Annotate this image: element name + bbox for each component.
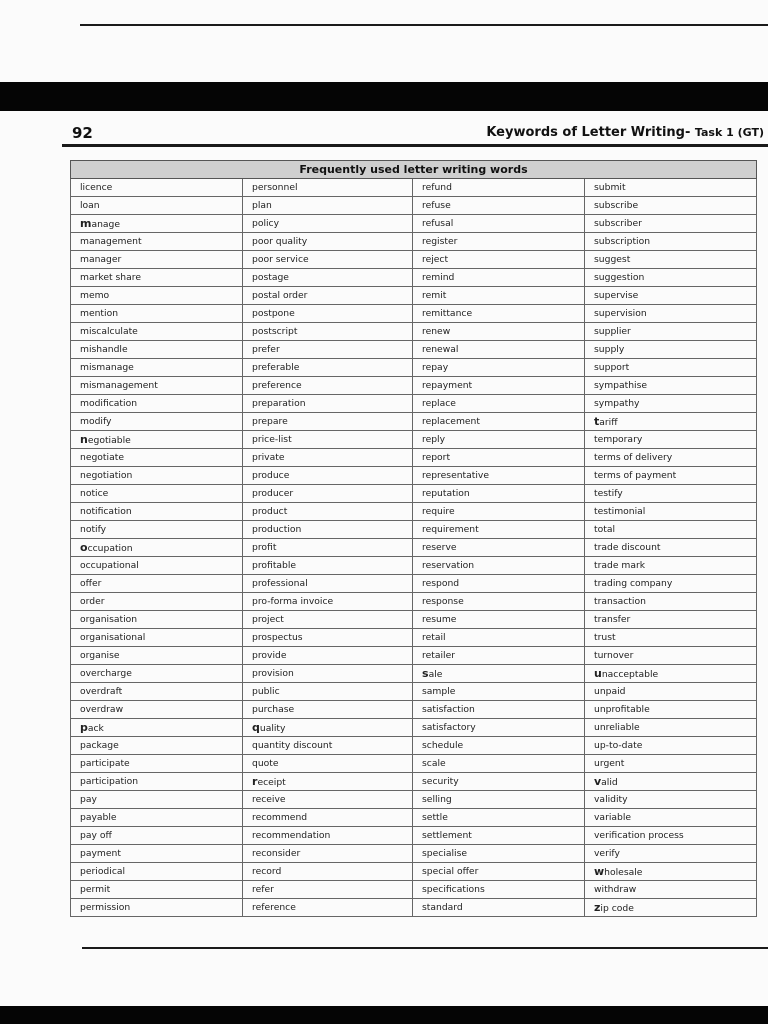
table-row [71, 791, 757, 809]
word-cell: specifications [413, 881, 585, 899]
word-cell: selling [413, 791, 585, 809]
word-cell: poor service [243, 251, 413, 269]
table-row [71, 359, 757, 377]
word-cell: quantity discount [243, 737, 413, 755]
table-row [71, 269, 757, 287]
table-row [71, 305, 757, 323]
word-cell: refusal [413, 215, 585, 233]
word-cell: resume [413, 611, 585, 629]
table-row [71, 341, 757, 359]
top-rule [80, 24, 768, 26]
word-cell: repayment [413, 377, 585, 395]
word-cell: standard [413, 899, 585, 917]
word-cell: periodical [71, 863, 243, 881]
word-cell: receipt [243, 773, 413, 791]
word-cell: renew [413, 323, 585, 341]
word-cell: provide [243, 647, 413, 665]
table-row [71, 431, 757, 449]
word-cell: negotiable [71, 431, 243, 449]
table-row [71, 179, 757, 197]
table-row [71, 467, 757, 485]
word-cell: market share [71, 269, 243, 287]
table-row [71, 539, 757, 557]
word-cell: satisfactory [413, 719, 585, 737]
table-row [71, 233, 757, 251]
table-row [71, 629, 757, 647]
word-cell: unreliable [585, 719, 757, 737]
word-cell: refer [243, 881, 413, 899]
word-cell: temporary [585, 431, 757, 449]
word-cell: occupation [71, 539, 243, 557]
word-cell: zip code [585, 899, 757, 917]
table-row [71, 665, 757, 683]
word-cell: public [243, 683, 413, 701]
word-cell: licence [71, 179, 243, 197]
word-cell: testimonial [585, 503, 757, 521]
word-cell: prepare [243, 413, 413, 431]
word-cell: schedule [413, 737, 585, 755]
table-caption: Frequently used letter writing words [71, 161, 757, 179]
table-row [71, 449, 757, 467]
word-cell: total [585, 521, 757, 539]
word-cell: replace [413, 395, 585, 413]
word-cell: manager [71, 251, 243, 269]
word-cell: mention [71, 305, 243, 323]
word-cell: sample [413, 683, 585, 701]
table-row [71, 611, 757, 629]
word-cell: turnover [585, 647, 757, 665]
table-row [71, 395, 757, 413]
page-header [72, 124, 768, 144]
word-cell: terms of payment [585, 467, 757, 485]
section-initial-letter: q [252, 721, 260, 734]
word-cell: scale [413, 755, 585, 773]
word-cell: provision [243, 665, 413, 683]
word-cell: private [243, 449, 413, 467]
word-cell: permit [71, 881, 243, 899]
word-cell: postscript [243, 323, 413, 341]
table-row [71, 215, 757, 233]
word-cell: verification process [585, 827, 757, 845]
word-cell: variable [585, 809, 757, 827]
word-cell: supervision [585, 305, 757, 323]
word-cell: negotiation [71, 467, 243, 485]
word-cell: retail [413, 629, 585, 647]
word-cell: pack [71, 719, 243, 737]
table-row [71, 701, 757, 719]
scan-top-band [0, 82, 768, 111]
word-cell: remind [413, 269, 585, 287]
word-cell: overdraw [71, 701, 243, 719]
word-cell: loan [71, 197, 243, 215]
word-cell: price-list [243, 431, 413, 449]
section-initial-letter: m [80, 217, 92, 230]
word-cell: recommendation [243, 827, 413, 845]
section-initial-letter: w [594, 865, 605, 878]
word-cell: policy [243, 215, 413, 233]
table-row [71, 845, 757, 863]
word-cell: supplier [585, 323, 757, 341]
section-initial-letter: v [594, 775, 602, 788]
word-cell: quote [243, 755, 413, 773]
table-row [71, 773, 757, 791]
table-row [71, 485, 757, 503]
word-cell: prospectus [243, 629, 413, 647]
word-cell: remittance [413, 305, 585, 323]
table-row [71, 863, 757, 881]
table-row [71, 413, 757, 431]
word-cell: reputation [413, 485, 585, 503]
word-cell: settle [413, 809, 585, 827]
word-cell: memo [71, 287, 243, 305]
word-cell: manage [71, 215, 243, 233]
word-cell: report [413, 449, 585, 467]
word-cell: validity [585, 791, 757, 809]
word-cell: production [243, 521, 413, 539]
table-row [71, 881, 757, 899]
word-cell: receive [243, 791, 413, 809]
word-table [70, 160, 757, 917]
word-cell: plan [243, 197, 413, 215]
word-cell: postpone [243, 305, 413, 323]
page-number: 92 [72, 124, 93, 142]
table-row [71, 809, 757, 827]
word-cell: response [413, 593, 585, 611]
table-row [71, 377, 757, 395]
word-cell: payable [71, 809, 243, 827]
word-cell: recommend [243, 809, 413, 827]
word-cell: preference [243, 377, 413, 395]
word-cell: package [71, 737, 243, 755]
word-cell: submit [585, 179, 757, 197]
word-cell: notice [71, 485, 243, 503]
word-cell: offer [71, 575, 243, 593]
word-cell: organisational [71, 629, 243, 647]
word-cell: postal order [243, 287, 413, 305]
word-cell: reply [413, 431, 585, 449]
word-cell: wholesale [585, 863, 757, 881]
word-cell: order [71, 593, 243, 611]
word-cell: product [243, 503, 413, 521]
running-title-task: Task 1 (GT) [694, 126, 764, 139]
word-cell: overdraft [71, 683, 243, 701]
table-row [71, 683, 757, 701]
word-cell: subscriber [585, 215, 757, 233]
word-cell: unprofitable [585, 701, 757, 719]
word-cell: purchase [243, 701, 413, 719]
word-cell: sympathy [585, 395, 757, 413]
word-cell: terms of delivery [585, 449, 757, 467]
word-cell: profitable [243, 557, 413, 575]
word-cell: reservation [413, 557, 585, 575]
word-cell: repay [413, 359, 585, 377]
word-cell: preparation [243, 395, 413, 413]
word-cell: pro-forma invoice [243, 593, 413, 611]
word-cell: requirement [413, 521, 585, 539]
table-row [71, 503, 757, 521]
word-cell: suggest [585, 251, 757, 269]
section-initial-letter: z [594, 901, 601, 914]
word-cell: tariff [585, 413, 757, 431]
word-cell: special offer [413, 863, 585, 881]
running-title [486, 125, 764, 140]
section-initial-letter: r [252, 775, 258, 788]
word-cell: reserve [413, 539, 585, 557]
word-cell: trade mark [585, 557, 757, 575]
word-cell: trading company [585, 575, 757, 593]
table-row [71, 737, 757, 755]
word-cell: reference [243, 899, 413, 917]
word-cell: pay off [71, 827, 243, 845]
word-cell: organise [71, 647, 243, 665]
word-cell: respond [413, 575, 585, 593]
table-row [71, 899, 757, 917]
running-title-main: Keywords of Letter Writing- [486, 125, 691, 140]
word-cell: remit [413, 287, 585, 305]
word-cell: profit [243, 539, 413, 557]
word-cell: refuse [413, 197, 585, 215]
word-cell: pay [71, 791, 243, 809]
word-cell: notify [71, 521, 243, 539]
table-row [71, 755, 757, 773]
word-cell: mismanage [71, 359, 243, 377]
word-cell: poor quality [243, 233, 413, 251]
section-initial-letter: u [594, 667, 602, 680]
word-cell: personnel [243, 179, 413, 197]
word-cell: trade discount [585, 539, 757, 557]
word-cell: reconsider [243, 845, 413, 863]
word-rows [71, 179, 757, 917]
table-row [71, 323, 757, 341]
word-cell: occupational [71, 557, 243, 575]
table-row [71, 557, 757, 575]
table-row [71, 287, 757, 305]
word-cell: refund [413, 179, 585, 197]
word-cell: record [243, 863, 413, 881]
header-rule [62, 144, 768, 147]
word-cell: postage [243, 269, 413, 287]
word-cell: produce [243, 467, 413, 485]
word-cell: professional [243, 575, 413, 593]
word-cell: trust [585, 629, 757, 647]
word-cell: suggestion [585, 269, 757, 287]
word-cell: quality [243, 719, 413, 737]
word-cell: security [413, 773, 585, 791]
word-table-container [70, 160, 756, 917]
section-initial-letter: n [80, 433, 88, 446]
word-cell: supervise [585, 287, 757, 305]
word-cell: payment [71, 845, 243, 863]
word-cell: up-to-date [585, 737, 757, 755]
bottom-rule [82, 947, 768, 949]
table-row [71, 521, 757, 539]
word-cell: settlement [413, 827, 585, 845]
table-row [71, 575, 757, 593]
word-cell: unpaid [585, 683, 757, 701]
table-row [71, 593, 757, 611]
word-cell: testify [585, 485, 757, 503]
word-cell: mishandle [71, 341, 243, 359]
word-cell: overcharge [71, 665, 243, 683]
word-cell: register [413, 233, 585, 251]
word-cell: management [71, 233, 243, 251]
section-initial-letter: s [422, 667, 429, 680]
word-cell: valid [585, 773, 757, 791]
word-cell: prefer [243, 341, 413, 359]
section-initial-letter: t [594, 415, 600, 428]
word-cell: unacceptable [585, 665, 757, 683]
table-caption-row [71, 161, 757, 179]
word-cell: modification [71, 395, 243, 413]
word-cell: transfer [585, 611, 757, 629]
word-cell: support [585, 359, 757, 377]
word-cell: permission [71, 899, 243, 917]
word-cell: sale [413, 665, 585, 683]
word-cell: transaction [585, 593, 757, 611]
word-cell: sympathise [585, 377, 757, 395]
word-cell: satisfaction [413, 701, 585, 719]
word-cell: producer [243, 485, 413, 503]
table-row [71, 827, 757, 845]
word-cell: reject [413, 251, 585, 269]
table-row [71, 719, 757, 737]
word-cell: urgent [585, 755, 757, 773]
word-cell: organisation [71, 611, 243, 629]
word-cell: require [413, 503, 585, 521]
word-cell: notification [71, 503, 243, 521]
word-cell: participate [71, 755, 243, 773]
word-cell: renewal [413, 341, 585, 359]
word-cell: retailer [413, 647, 585, 665]
section-initial-letter: o [80, 541, 88, 554]
word-cell: specialise [413, 845, 585, 863]
word-cell: participation [71, 773, 243, 791]
scan-bottom-band [0, 1006, 768, 1024]
word-cell: negotiate [71, 449, 243, 467]
word-cell: modify [71, 413, 243, 431]
word-cell: miscalculate [71, 323, 243, 341]
word-cell: mismanagement [71, 377, 243, 395]
word-cell: replacement [413, 413, 585, 431]
section-initial-letter: p [80, 721, 88, 734]
table-row [71, 251, 757, 269]
table-row [71, 647, 757, 665]
word-cell: preferable [243, 359, 413, 377]
word-cell: representative [413, 467, 585, 485]
word-cell: subscribe [585, 197, 757, 215]
word-cell: supply [585, 341, 757, 359]
word-cell: verify [585, 845, 757, 863]
word-cell: project [243, 611, 413, 629]
word-cell: withdraw [585, 881, 757, 899]
word-cell: subscription [585, 233, 757, 251]
table-row [71, 197, 757, 215]
